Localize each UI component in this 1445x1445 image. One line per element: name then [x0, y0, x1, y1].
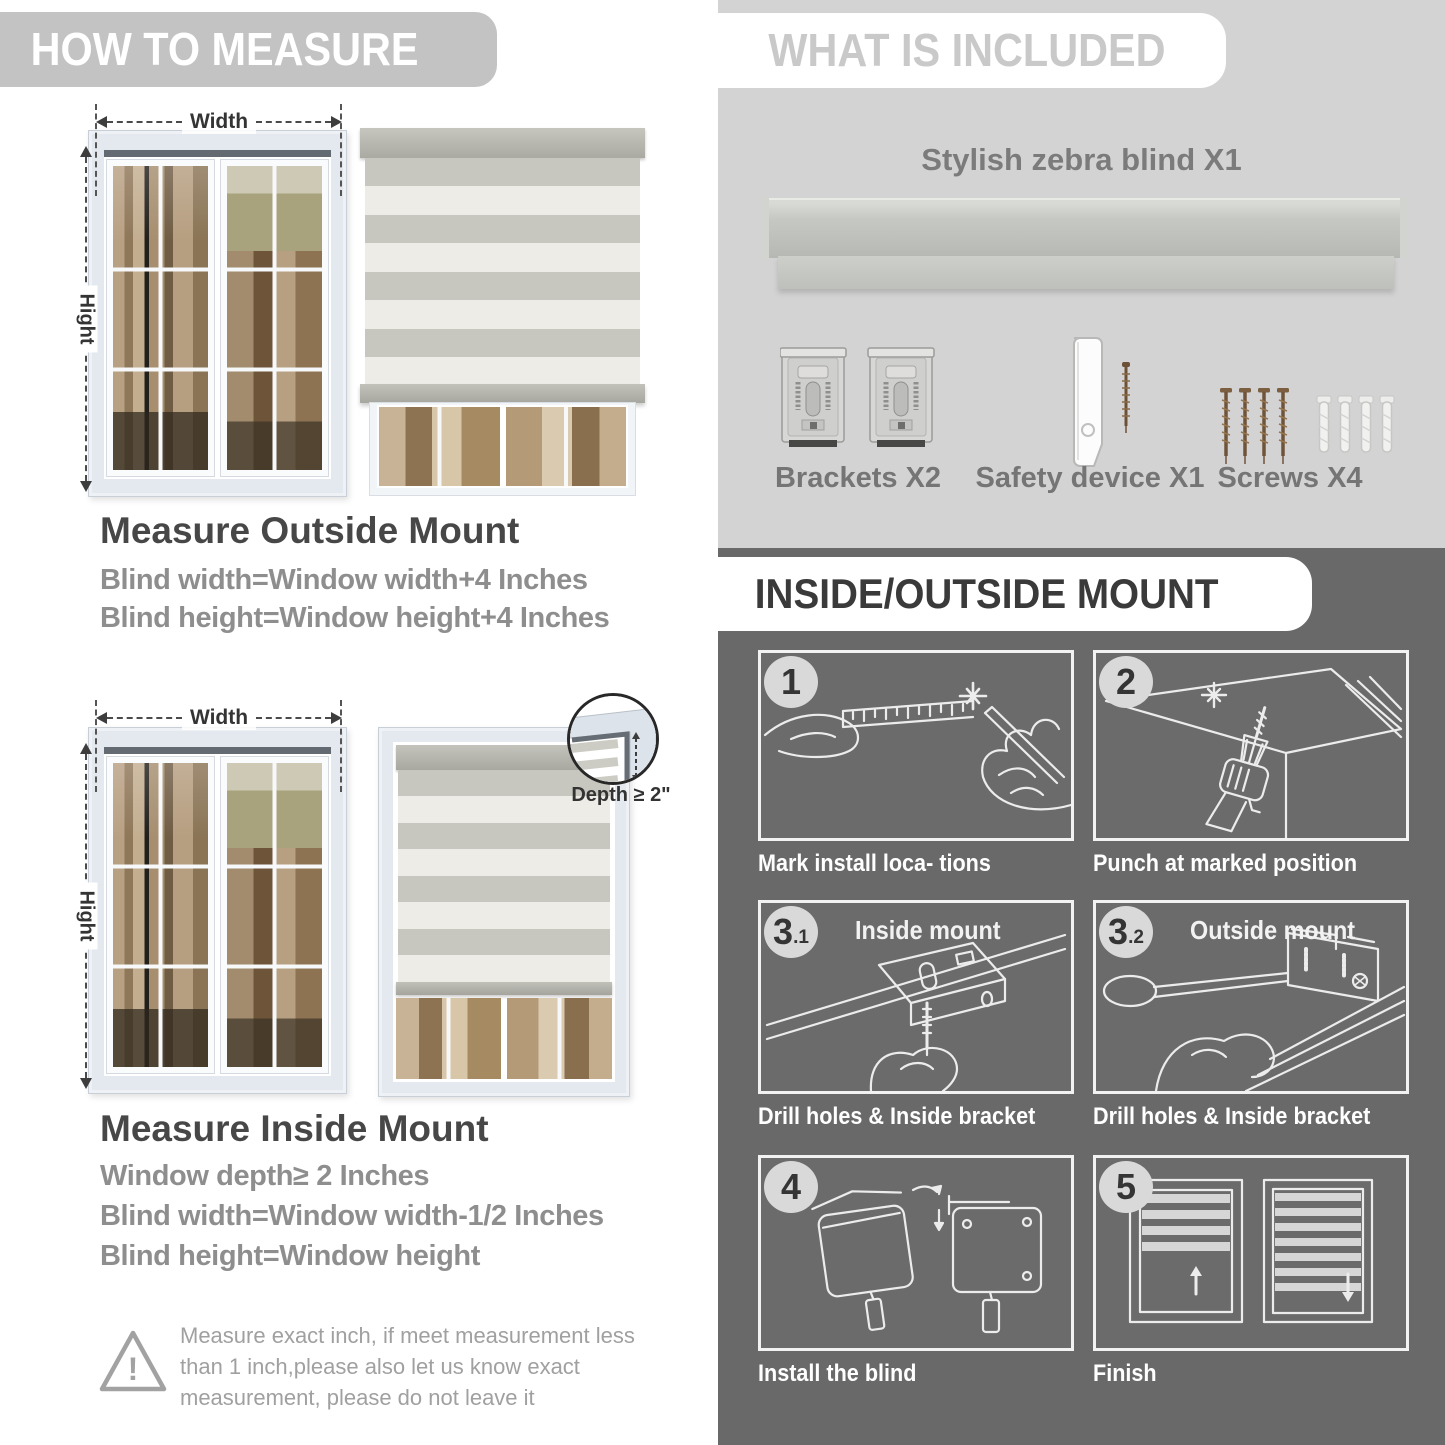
step-number-badge: 3 .2 — [1099, 906, 1153, 958]
step-title: Outside mount — [1190, 915, 1356, 945]
measure-boundary-line — [95, 700, 97, 792]
window-top-track — [104, 747, 331, 754]
measure-boundary-line — [95, 104, 97, 196]
right-section — [718, 0, 1445, 1445]
inside-mount-title: Measure Inside Mount — [100, 1108, 489, 1149]
blind-bottom-rail — [360, 384, 645, 403]
height-label: Hight — [75, 285, 98, 352]
arrow-down-icon — [80, 1078, 92, 1089]
how-to-measure-header-label: HOW TO MEASURE — [30, 23, 419, 75]
measure-boundary-line — [340, 700, 342, 792]
arrow-left-icon — [96, 116, 107, 128]
width-arrow-inside — [96, 706, 342, 730]
mount-header-label: INSIDE/OUTSIDE MOUNT — [754, 570, 1219, 617]
svg-text:!: ! — [127, 1351, 139, 1387]
mount-header — [718, 557, 1312, 631]
window-below-blind — [370, 403, 635, 495]
what-is-included-section — [718, 0, 1445, 548]
arrow-up-icon — [80, 743, 92, 754]
what-is-included-header-label: WHAT IS INCLUDED — [768, 24, 1166, 76]
safety-device-label: Safety device X1 — [975, 462, 1205, 494]
step-4 — [758, 1155, 1074, 1388]
safety-device-image — [1044, 334, 1154, 474]
step-2 — [1093, 650, 1409, 878]
height-arrow-inside — [75, 743, 98, 1089]
outside-mount-title: Measure Outside Mount — [100, 510, 520, 551]
mount-steps-section — [718, 548, 1445, 1445]
inside-width-formula: Blind width=Window width-1/2 Inches — [100, 1200, 604, 1232]
inside-depth-rule: Window depth≥ 2 Inches — [100, 1160, 430, 1192]
window-casement — [221, 757, 328, 1073]
blind-fabric-stripes — [365, 158, 640, 386]
step-caption: Drill holes & Inside bracket — [1093, 1103, 1371, 1130]
measure-boundary-line — [340, 104, 342, 196]
measurement-warning-text: Measure exact inch, if meet measurement less than 1 inch,please also let us know exact measurement, please do not leave it — [180, 1323, 635, 1411]
width-label: Width — [182, 706, 256, 730]
step-caption: Drill holes & Inside bracket — [758, 1103, 1036, 1130]
step-caption: Install the blind — [758, 1360, 917, 1387]
window-top-track — [104, 150, 331, 157]
step-5 — [1093, 1155, 1409, 1388]
step-number-badge: 2 — [1099, 656, 1153, 708]
depth-magnifier-icon — [567, 693, 659, 785]
step-number-badge: 1 — [764, 656, 818, 708]
what-is-included-header — [718, 13, 1226, 88]
height-label: Hight — [75, 882, 98, 949]
arrow-left-icon — [96, 712, 107, 724]
brackets-label: Brackets X2 — [774, 462, 942, 494]
step-caption: Punch at marked position — [1093, 850, 1358, 877]
arrow-up-icon — [80, 146, 92, 157]
step-number-badge: 5 — [1099, 1161, 1153, 1213]
blind-bottom-rail — [396, 982, 612, 995]
arrow-down-icon — [80, 481, 92, 492]
step-caption: Mark install loca- tions — [758, 850, 991, 877]
step-title: Inside mount — [855, 915, 1001, 945]
zebra-blind-inside-mount — [378, 727, 630, 1097]
product-label: Stylish zebra blind X1 — [921, 142, 1242, 177]
step-number-badge: 3 .1 — [764, 906, 818, 958]
outside-width-formula: Blind width=Window width+4 Inches — [100, 564, 588, 596]
brackets-image — [780, 342, 940, 460]
step-3-1 — [758, 900, 1074, 1131]
screws-label: Screws X4 — [1217, 462, 1363, 494]
depth-note: Depth ≥ 2" — [571, 784, 671, 806]
step-number-badge: 4 — [764, 1161, 818, 1213]
width-label: Width — [182, 110, 256, 134]
warning-triangle-icon — [96, 1326, 170, 1403]
window-illustration-outside — [88, 130, 347, 497]
width-arrow-outside — [96, 110, 342, 134]
how-to-measure-header — [0, 12, 497, 87]
zebra-blind-outside-mount — [360, 128, 645, 495]
how-to-measure-section — [0, 0, 705, 1445]
window-illustration-inside — [88, 727, 347, 1094]
window-below-blind — [396, 995, 612, 1079]
inside-height-formula: Blind height=Window height — [100, 1240, 480, 1272]
blind-cassette — [360, 128, 645, 158]
step-3-2 — [1093, 900, 1409, 1131]
window-casement — [107, 757, 214, 1073]
window-casement — [221, 160, 328, 476]
step-caption: Finish — [1093, 1360, 1157, 1387]
outside-height-formula: Blind height=Window height+4 Inches — [100, 602, 610, 634]
window-casement — [107, 160, 214, 476]
height-arrow-outside — [75, 146, 98, 492]
step-1 — [758, 650, 1074, 878]
headrail-image — [762, 198, 1407, 293]
